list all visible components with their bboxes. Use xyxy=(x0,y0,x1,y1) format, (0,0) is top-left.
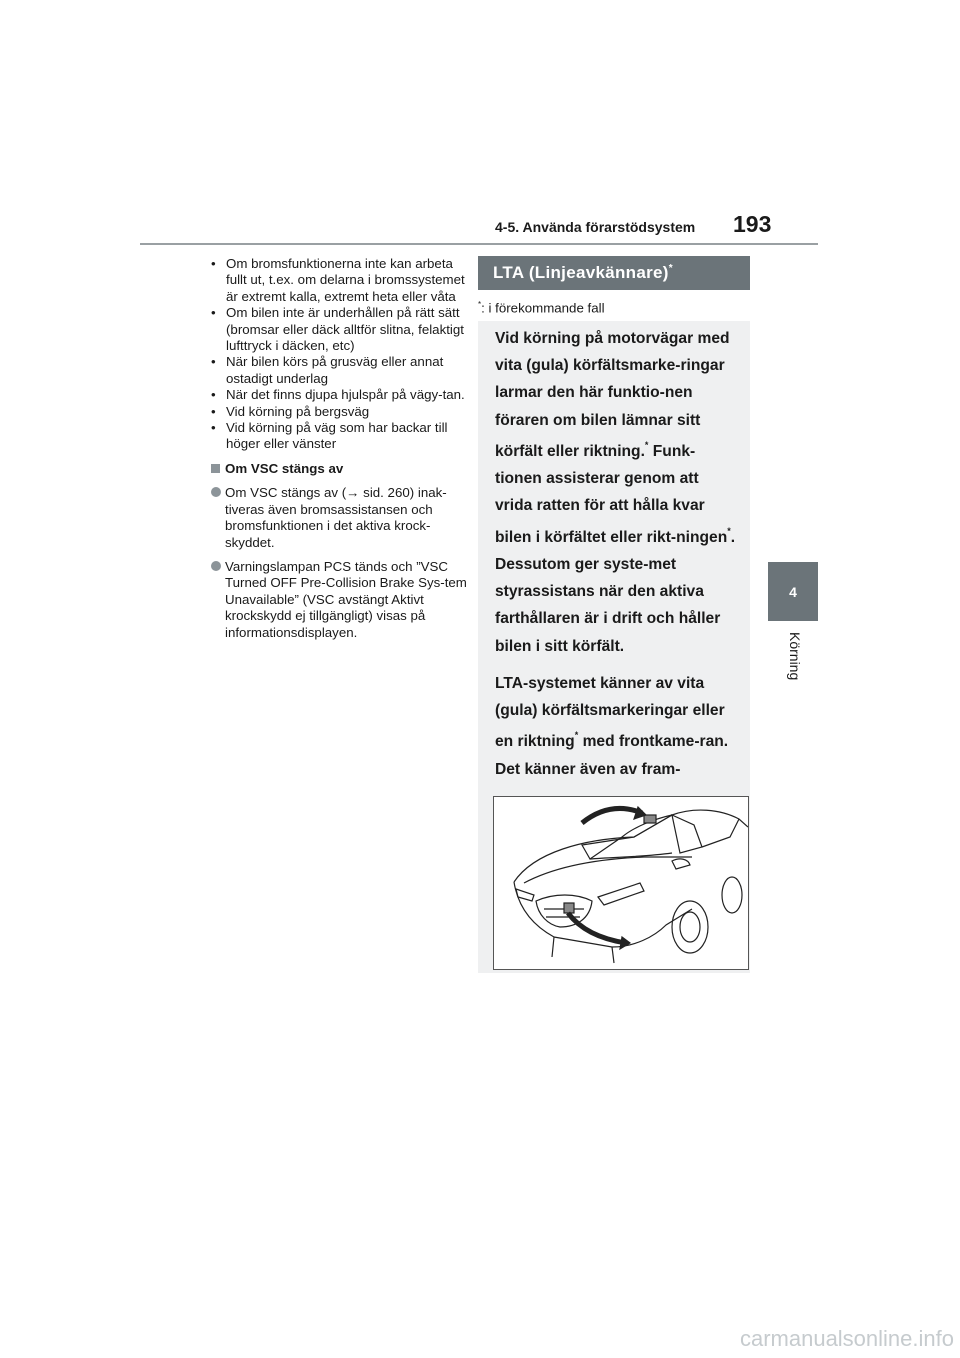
chapter-number: 4 xyxy=(789,583,797,600)
chapter-tab xyxy=(768,562,818,621)
bullet-icon: • xyxy=(211,256,216,271)
circle-bullet-icon xyxy=(211,561,221,571)
bullet-icon: • xyxy=(211,403,216,419)
list-item: Om VSC stängs av (→ sid. 260) inak-tiveras även bromsassistansen och bromsfunktionen i det aktiva krock-skyddet. xyxy=(211,485,469,551)
list-item: • När det finns djupa hjulspår på vägy-tan. xyxy=(211,387,465,403)
car-sensors-illustration xyxy=(494,797,748,969)
header-divider xyxy=(140,243,818,245)
page-number: 193 xyxy=(733,211,772,237)
list-item: • Om bromsfunktionerna inte kan arbeta fullt ut, t.ex. om delarna i bromssystemet är extremt kalla, extremt heta eller våta xyxy=(211,256,465,304)
section-banner: LTA (Linjeavkännare) * xyxy=(478,256,750,290)
footnote-marker: * xyxy=(668,262,673,274)
site-watermark: carmanualsonline.info xyxy=(739,1326,954,1351)
bullet-icon: • xyxy=(211,305,216,321)
bullet-icon: • xyxy=(211,387,216,403)
bullet-icon: • xyxy=(211,420,216,436)
square-bullet-icon xyxy=(211,464,220,473)
availability-footnote: *: i förekommande fall xyxy=(478,300,605,316)
list-item: • Vid körning på bergsväg xyxy=(211,403,370,419)
circle-bullet-icon xyxy=(211,487,221,497)
list-item: • När bilen körs på grusväg eller annat ostadigt underlag xyxy=(211,354,444,386)
car-illustration-frame xyxy=(493,796,749,970)
figure-panel xyxy=(478,787,750,973)
left-column xyxy=(211,256,469,641)
list-item: • Vid körning på väg som har backar till höger eller vänster xyxy=(211,420,448,452)
info-box xyxy=(478,321,750,787)
subheading: Om VSC stängs av xyxy=(211,461,469,477)
list-item: Varningslampan PCS tänds och ”VSC Turned OFF Pre-Collision Brake Sys-tem Unavailable” (VSC avstängt Aktivt krockskydd ej tillgängligt) visas på informationsdisplayen. xyxy=(211,559,469,641)
section-title: 4-5. Använda förarstödsystem xyxy=(495,219,696,235)
list-item: • Om bilen inte är underhållen på rätt sätt (bromsar eller däck alltför slitna, felaktigt lufttryck i däcken, etc) xyxy=(211,305,464,354)
info-paragraph: Vid körning på motorvägar med vita (gula) körfältsmarke-ringar larmar den här funktio-nen föraren om bilen lämnar sitt körfält eller riktning.* Funk-tionen assisterar genom att vrida ratten för att hålla kvar bilen i körfältet eller rikt-ningen*. Dessutom ger syste-met styrassistans när den aktiva farthållaren är i drift och håller bilen i sitt körfält. xyxy=(495,330,736,655)
info-paragraph: LTA-systemet känner av vita (gula) körfältsmarkeringar eller en riktning* med frontkame-ran. Det känner även av fram- xyxy=(495,674,729,778)
bullet-icon: • xyxy=(211,354,216,370)
chapter-label: Körning xyxy=(787,632,803,681)
